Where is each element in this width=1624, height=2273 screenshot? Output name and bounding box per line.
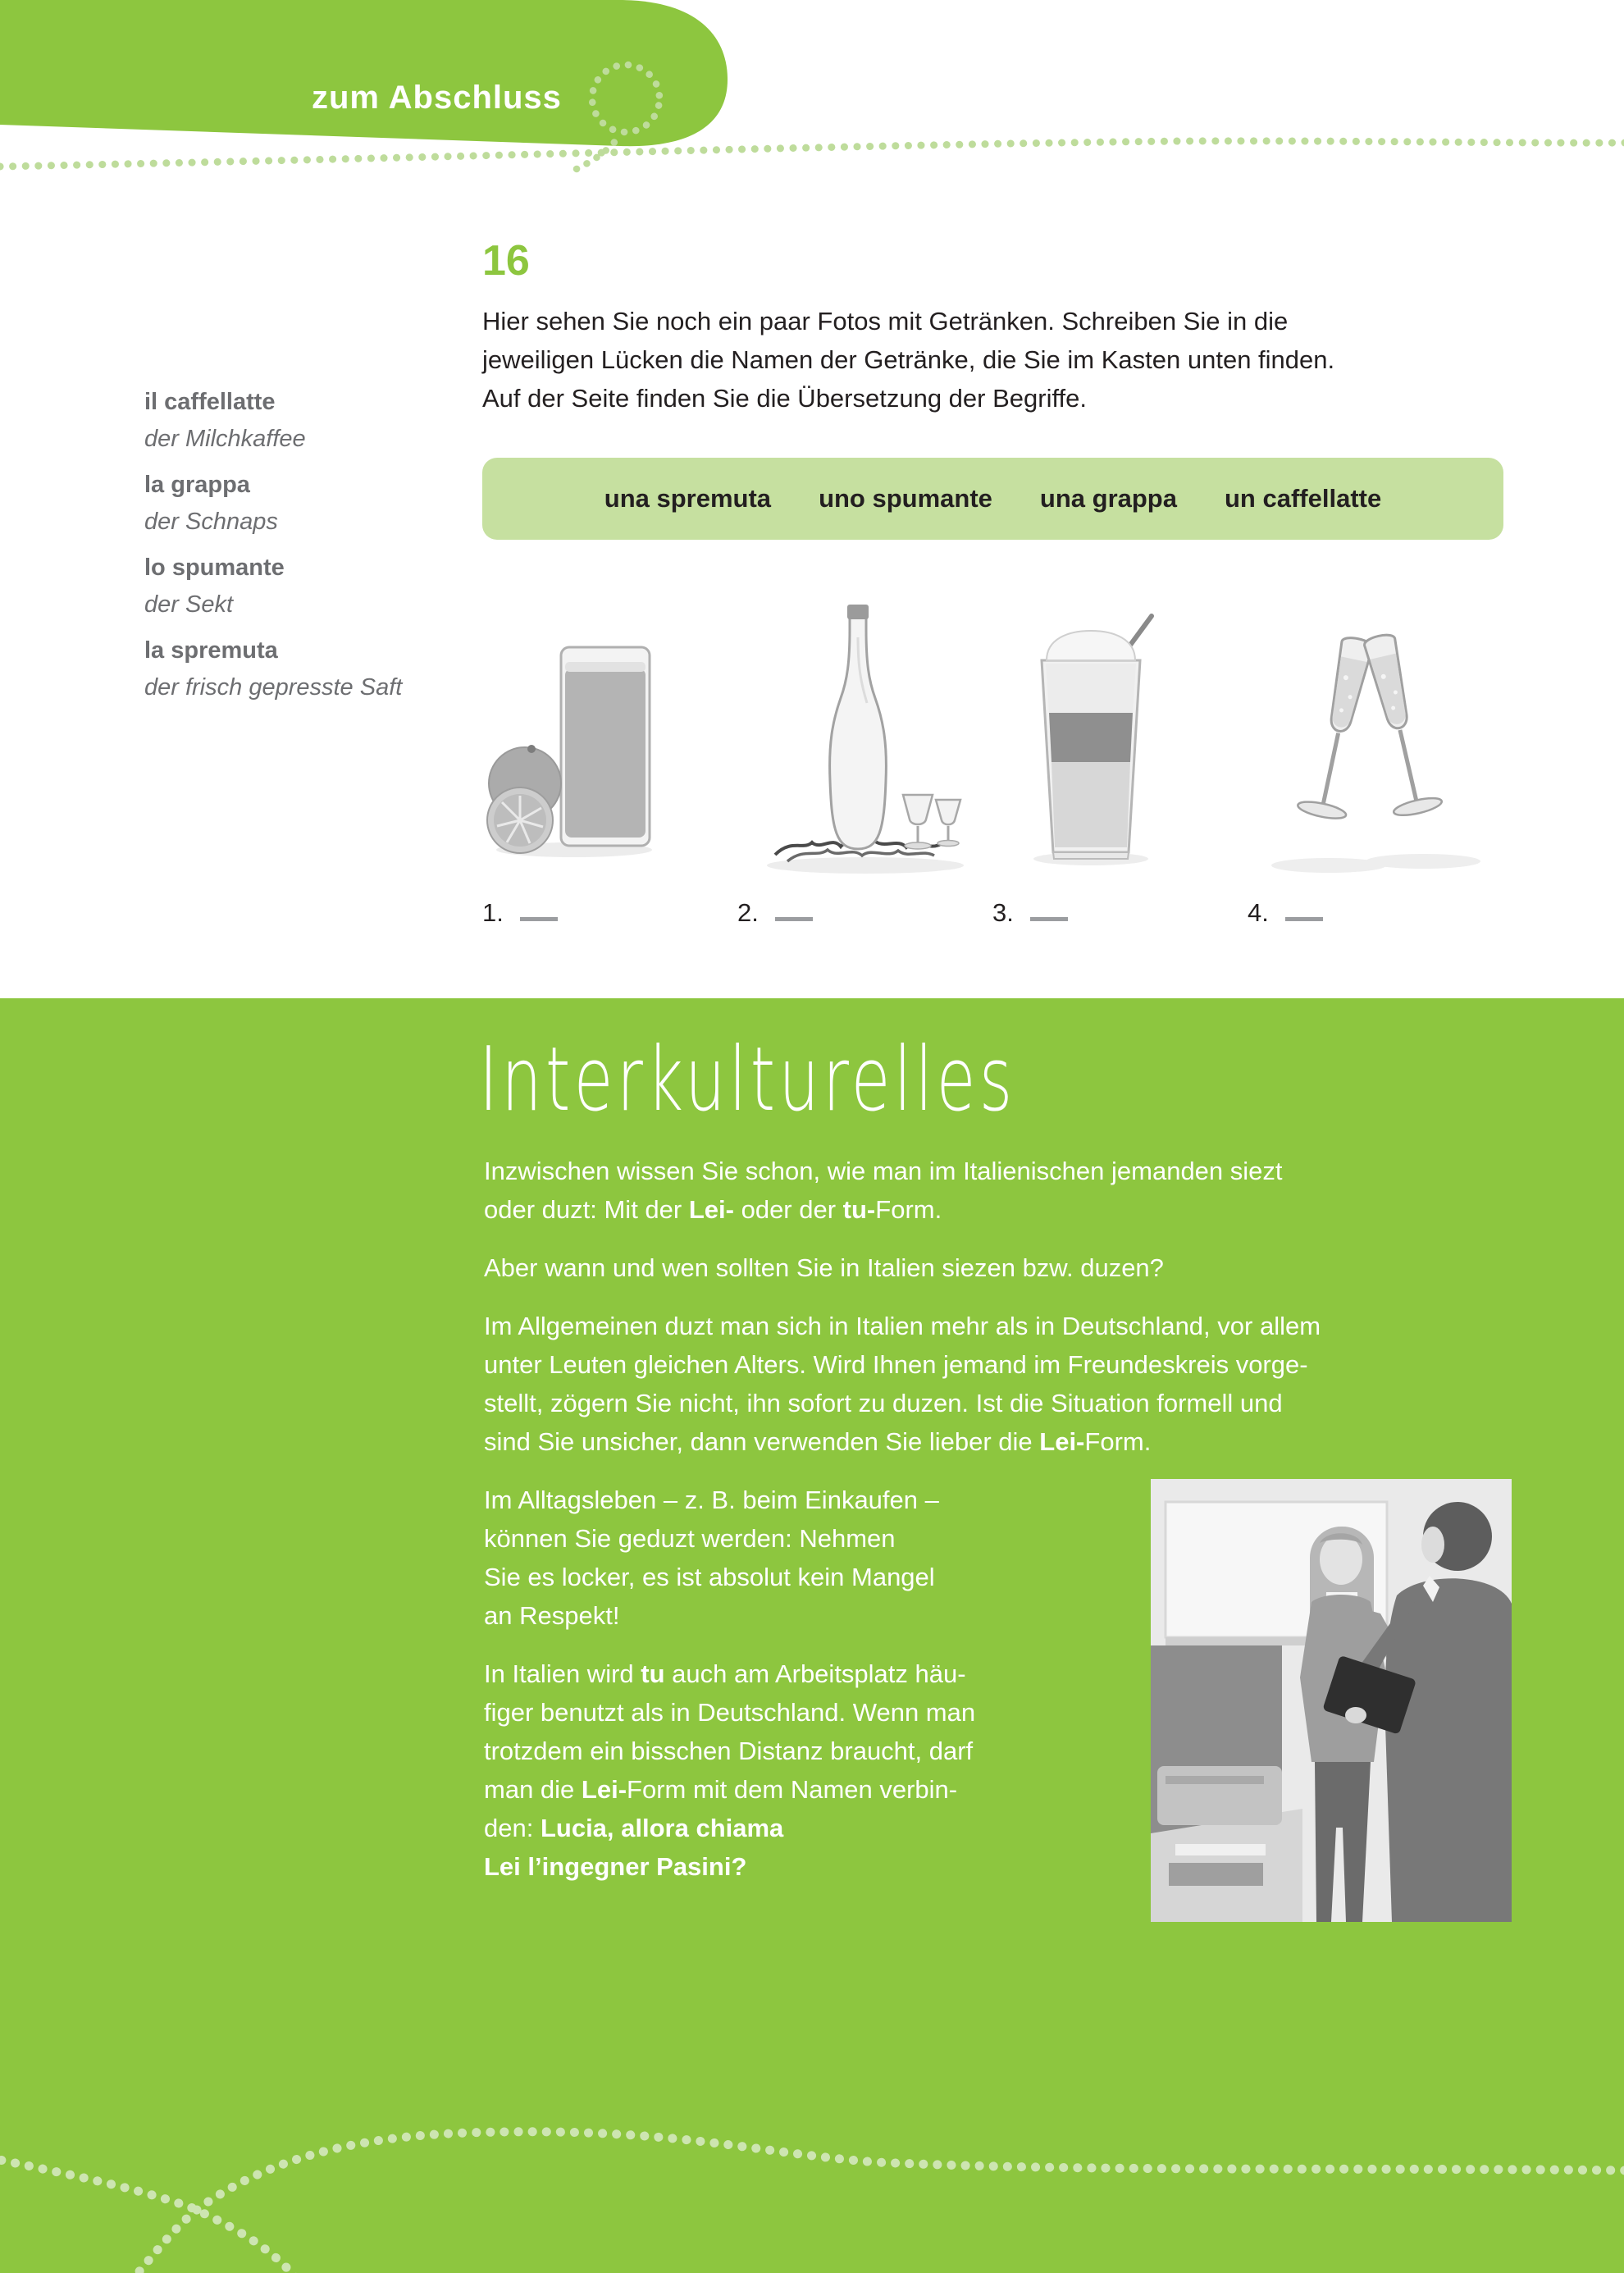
vocab-term-italian: lo spumante [144,555,285,581]
text-segment: stellt, zögern Sie nicht, ihn sofort zu duzen. Ist die Situation formell und [484,1389,1283,1417]
fill-in-blank[interactable] [1285,892,1323,921]
blank-number: 3. [992,898,1014,927]
word-box-item: una spremuta [604,484,772,513]
text-segment: Sie es locker, es ist absolut kein Mangel [484,1563,935,1591]
text-segment: Lei- [581,1775,627,1804]
text-segment: auch am Arbeitsplatz häu- [664,1659,966,1688]
photo-grappa-bottle [742,605,980,881]
text-segment: sind Sie unsicher, dann verwenden Sie lieber die [484,1427,1040,1456]
vocab-term-italian: il caffellatte [144,389,276,415]
vocab-translation-german: der frisch gepresste Saft [144,674,403,701]
blank-number: 4. [1248,898,1269,927]
text-segment: unter Leuten gleichen Alters. Wird Ihnen jemand im Freundeskreis vorge- [484,1350,1308,1379]
text-segment: trotzdem ein bisschen Distanz braucht, darf [484,1737,974,1765]
text-segment: an Respekt! [484,1601,620,1630]
word-box-item: una grappa [1039,484,1177,513]
vocab-translation-german: der Milchkaffee [144,426,306,452]
vocab-entry [144,632,464,706]
text-segment: jeweiligen Lücken die Namen der Getränke, die Sie im Kasten unten finden. [482,345,1335,374]
flute-right [1354,631,1443,819]
photo-caffellatte-glass [1010,613,1170,875]
blank-number: 1. [482,898,504,927]
text-segment: Lucia, allora chiama [540,1814,784,1842]
vocab-entry [144,467,464,541]
text-segment: Im Alltagsleben – z. B. beim Einkaufen – [484,1486,939,1514]
vocab-entry [144,550,464,623]
blank-item [1248,892,1503,928]
text-segment: Form mit dem Namen verbin- [627,1775,958,1804]
text-segment: Lei- [688,1195,734,1224]
page-section-title: zum Abschluss [312,80,562,116]
exercise-number: 16 [482,237,530,285]
header-green-blob [0,0,728,146]
bottom-dotted-decoration [0,2001,1624,2273]
text-segment: Lei l’ingegner Pasini? [484,1852,747,1881]
photo-spremuta-orange-juice [482,626,659,861]
text-segment: oder duzt: Mit der [484,1195,689,1224]
vocab-translation-german: der Sekt [144,591,233,618]
vocab-entry [144,384,464,458]
fill-in-blank[interactable] [1030,892,1068,921]
text-segment: Inzwischen wissen Sie schon, wie man im Italienischen jemanden siezt [484,1157,1283,1185]
text-segment: Form. [875,1195,942,1224]
header-banner [0,0,1624,246]
dotted-line [0,141,1624,167]
intercultural-paragraph [484,1152,1526,1229]
text-segment: tu- [842,1195,876,1224]
blank-number: 2. [737,898,759,927]
office-conversation-photo [1151,1479,1512,1922]
fill-in-blank[interactable] [775,892,813,921]
photo-spumante-flutes [1247,619,1489,886]
blank-item [482,892,737,928]
word-box-item: uno spumante [819,484,992,513]
text-segment: Aber wann und wen sollten Sie in Italien siezen bzw. duzen? [484,1253,1164,1282]
intercultural-paragraph [484,1307,1526,1461]
intercultural-paragraph [484,1248,1526,1287]
vocab-term-italian: la spremuta [144,637,278,664]
exercise-instructions [482,302,1549,418]
word-box [482,458,1503,540]
vocab-list [144,384,464,715]
text-segment: figer benutzt als in Deutschland. Wenn man [484,1698,976,1727]
vocab-term-italian: la grappa [144,472,250,498]
text-segment: tu [641,1659,665,1688]
text-segment: Auf der Seite finden Sie die Übersetzung der Begriffe. [482,384,1087,413]
text-segment: den: [484,1814,541,1842]
text-segment: können Sie geduzt werden: Nehmen [484,1524,896,1553]
text-segment: man die [484,1775,582,1804]
text-segment: Form. [1084,1427,1152,1456]
dotted-curve-long [121,2132,1624,2273]
blank-item [737,892,992,928]
answer-blanks [482,892,1503,928]
text-segment: oder der [733,1195,843,1224]
intercultural-title: Interkulturelles [479,1029,1016,1131]
text-segment: Im Allgemeinen duzt man sich in Italien mehr als in Deutschland, vor allem [484,1312,1321,1340]
vocab-translation-german: der Schnaps [144,509,278,535]
blank-item [992,892,1248,928]
fill-in-blank[interactable] [520,892,558,921]
text-segment: Lei- [1039,1427,1085,1456]
text-segment: In Italien wird [484,1659,641,1688]
word-box-item: un caffellatte [1225,484,1382,513]
text-segment: Hier sehen Sie noch ein paar Fotos mit Getränken. Schreiben Sie in die [482,307,1289,335]
